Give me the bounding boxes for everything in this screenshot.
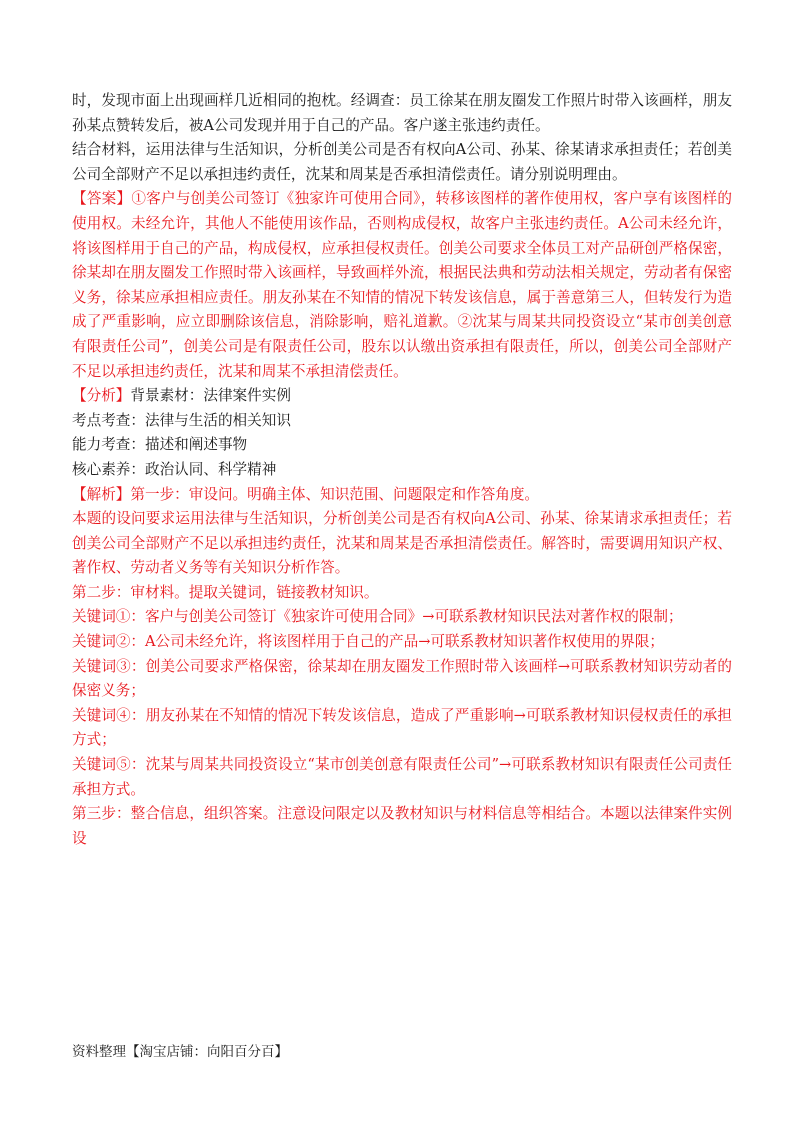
paragraph-text: 【解析】第一步：审设问。明确主体、知识范围、问题限定和作答角度。 [72, 485, 540, 503]
paragraph-text: 关键词②：A公司未经允许，将该图样用于自己的产品→可联系教材知识著作权使用的界限； [72, 633, 664, 651]
document-body [72, 89, 732, 851]
paragraph [72, 655, 732, 704]
section-marker: 【分析】 [72, 387, 131, 405]
paragraph [72, 581, 732, 606]
paragraph-text: 第二步：审材料。提取关键词，链接教材知识。 [72, 583, 379, 601]
paragraph [72, 409, 732, 434]
paragraph-text: 背景素材：法律案件实例 [130, 387, 291, 405]
paragraph-text: 第三步：整合信息，组织答案。注意设问限定以及教材知识与材料信息等相结合。本题以法律案件实例设 [72, 805, 732, 847]
paragraph [72, 458, 732, 483]
paragraph [72, 483, 732, 508]
paragraph [72, 507, 732, 581]
paragraph-text: 时，发现市面上出现画样几近相同的抱枕。经调查：员工徐某在朋友圈发工作照片时带入该画样，朋友孙某点赞转发后，被A公司发现并用于自己的产品。客户遂主张违约责任。 [72, 92, 732, 134]
paragraph-text: 能力考查：描述和阐述事物 [72, 436, 248, 454]
paragraph [72, 384, 732, 409]
paragraph-text: 结合材料，运用法律与生活知识，分析创美公司是否有权向A公司、孙某、徐某请求承担责任；若创美公司全部财产不足以承担违约责任，沈某和周某是否承担清偿责任。请分别说明理由。 [72, 141, 732, 183]
paragraph [72, 753, 732, 802]
paragraph [72, 802, 732, 851]
paragraph [72, 433, 732, 458]
paragraph [72, 630, 732, 655]
paragraph-text: 考点考查：法律与生活的相关知识 [72, 411, 291, 429]
paragraph [72, 187, 732, 384]
paragraph [72, 138, 732, 187]
paragraph-text: 核心素养：政治认同、科学精神 [72, 460, 277, 478]
paragraph-text: 本题的设问要求运用法律与生活知识，分析创美公司是否有权向A公司、孙某、徐某请求承担责任；若创美公司全部财产不足以承担违约责任，沈某和周某是否承担清偿责任。解答时，需要调用知识产权、著作权、劳动者义务等有关知识分析作答。 [72, 510, 732, 577]
paragraph [72, 704, 732, 753]
page-footer: 资料整理【淘宝店铺：向阳百分百】 [72, 1044, 288, 1060]
paragraph-text: 关键词④：朋友孙某在不知情的情况下转发该信息，造成了严重影响→可联系教材知识侵权责任的承担方式； [72, 706, 732, 749]
paragraph [72, 605, 732, 630]
paragraph-text: 关键词③：创美公司要求严格保密，徐某却在朋友圈发工作照时带入该画样→可联系教材知识劳动者的保密义务； [72, 657, 732, 700]
paragraph-text: 关键词①：客户与创美公司签订《独家许可使用合同》→可联系教材知识民法对著作权的限制； [72, 608, 683, 626]
paragraph-text: 关键词⑤：沈某与周某共同投资设立“某市创美创意有限责任公司”→可联系教材知识有限责任公司责任承担方式。 [72, 756, 732, 798]
paragraph-text: 【答案】①客户与创美公司签订《独家许可使用合同》，转移该图样的著作使用权，客户享有该图样的使用权。未经允许，其他人不能使用该作品，否则构成侵权，故客户主张违约责任。A公司未经允许，将该图样用于自己的产品，构成侵权，应承担侵权责任。创美公司要求全体员工对产品研创严格保密，徐某却在朋友圈发工作照时带入该画样，导致画样外流，根据民法典和劳动法相关规定，劳动者有保密义务，徐某应承担相应责任。朋友孙某在不知情的情况下转发该信息，属于善意第三人，但转发行为造成了严重影响，应立即删除该信息，消除影响，赔礼道歉。②沈某与周某共同投资设立“某市创美创意有限责任公司”，创美公司是有限责任公司，股东以认缴出资承担有限责任，所以，创美公司全部财产不足以承担违约责任，沈某和周某不承担清偿责任。 [72, 190, 732, 380]
paragraph [72, 89, 732, 138]
